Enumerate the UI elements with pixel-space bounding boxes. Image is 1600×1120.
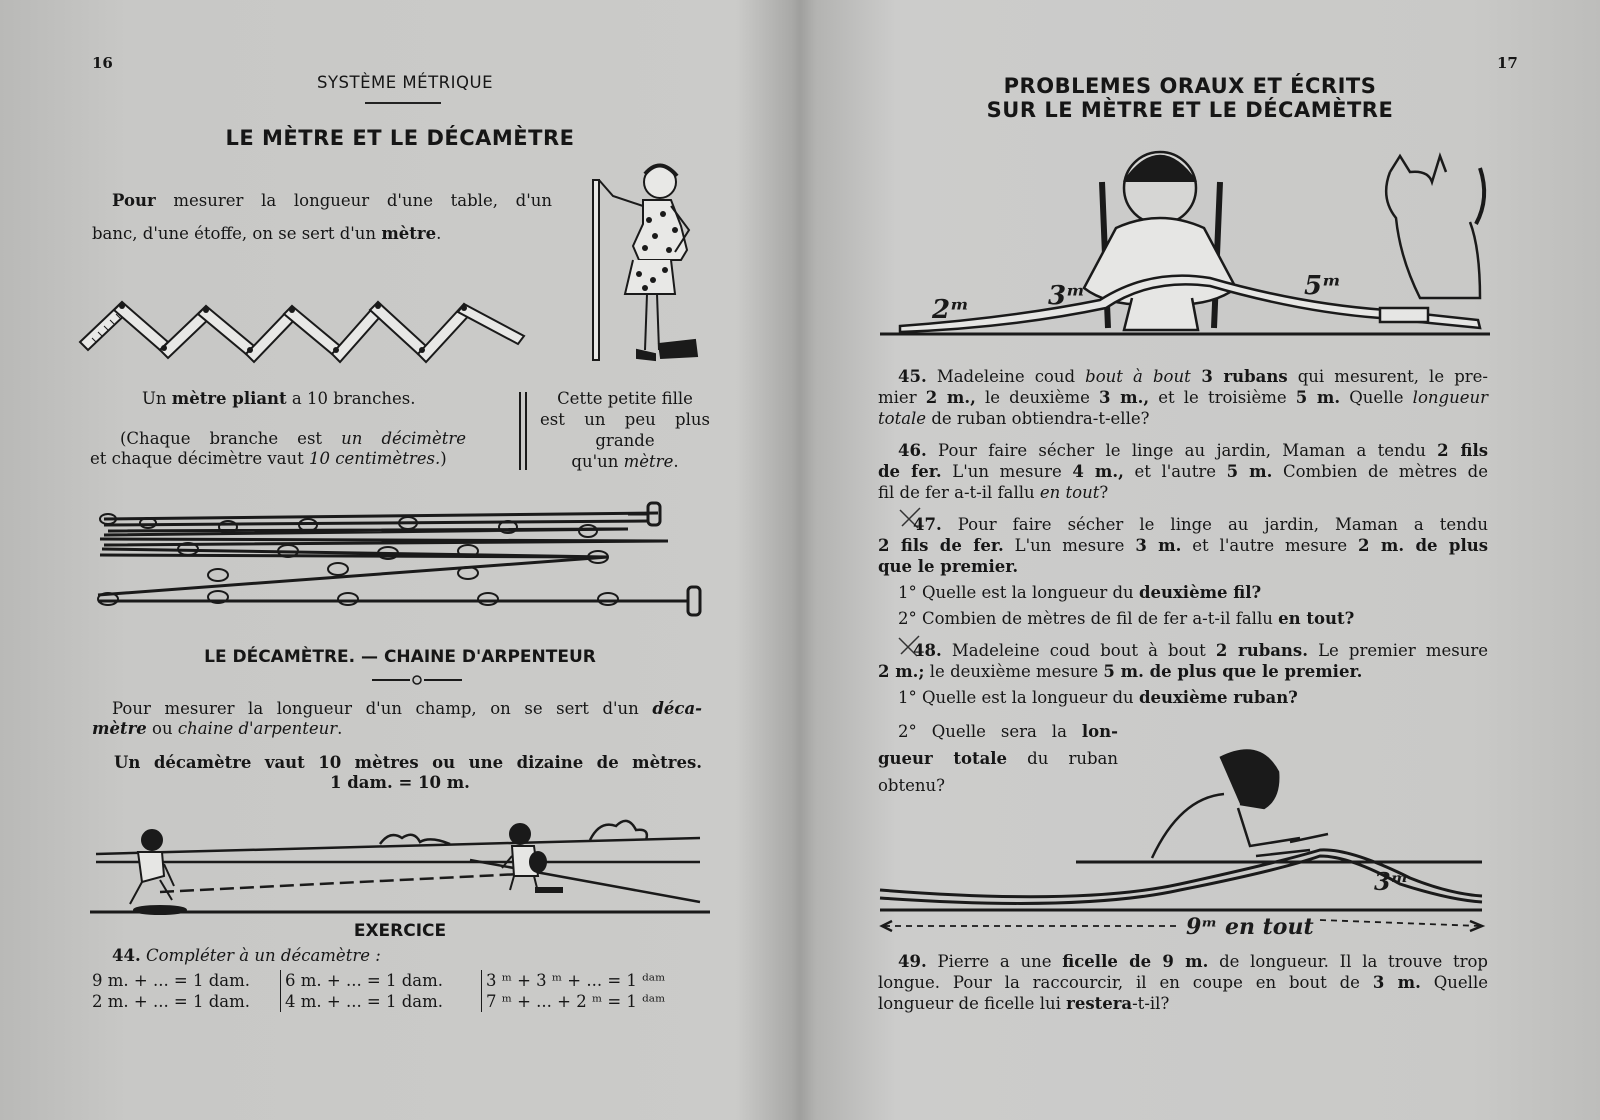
field-measuring-illustration <box>90 800 715 925</box>
sewing-ribbons-illustration <box>880 138 1495 350</box>
ribbon-label-5m: 5ᵐ <box>1304 271 1342 301</box>
decameter-rule: Un décamètre vaut 10 mètres ou une dizaine de mètres. <box>114 753 702 772</box>
problem-49-line-2: longue. Pour la raccourcir, il en coupe en bout de 3 m. Quelle <box>878 973 1488 992</box>
chain-text-line-2: mètre ou chaine d'arpenteur. <box>92 719 343 738</box>
exercise-heading: EXERCICE <box>353 921 447 941</box>
problem-49-line-3: longueur de ficelle lui restera-t-il? <box>878 994 1170 1013</box>
ribbon-label-2m: 2ᵐ <box>932 295 970 325</box>
caption-separator <box>525 392 527 470</box>
intro-line-1: Pour mesurer la longueur d'une table, d'un <box>112 191 552 210</box>
problem-47-line-2: 2 fils de fer. L'un mesure 3 m. et l'autre mesure 2 m. de plus <box>878 536 1489 555</box>
chain-heading: LE DÉCAMÈTRE. — CHAINE D'ARPENTEUR <box>204 647 596 667</box>
problem-45-line-3: totale de ruban obtiendra-t-elle? <box>878 409 1150 428</box>
exercise-table <box>92 970 712 1012</box>
branch-note-line-1: (Chaque branche est un décimètre <box>120 429 466 448</box>
problem-48-line-2: 2 m.; le deuxième mesure 5 m. de plus que le premier. <box>878 662 1363 681</box>
problem-48: 48. Madeleine coud bout à bout 2 rubans. Le premier mesure <box>913 641 1488 660</box>
exercise-row: 9 m. + ... = 1 dam. 6 m. + ... = 1 dam. 3 ᵐ + 3 ᵐ + ... = 1 ᵈᵃᵐ <box>92 971 666 990</box>
page-number: 16 <box>92 54 113 72</box>
problem-48-question-1: 1° Quelle est la longueur du deuxième ruban? <box>898 688 1298 707</box>
chain-text-line-1: Pour mesurer la longueur d'un champ, on se sert d'un déca- <box>112 699 702 718</box>
running-head: SYSTÈME MÉTRIQUE <box>317 73 493 92</box>
problem-47-question-1: 1° Quelle est la longueur du deuxième fil? <box>898 583 1262 602</box>
cutting-string-illustration <box>880 738 1495 950</box>
problem-46: 46. Pour faire sécher le linge au jardin, Maman a tendu 2 fils <box>898 441 1489 460</box>
problem-47: 47. Pour faire sécher le linge au jardin, Maman a tendu <box>913 515 1488 534</box>
folding-rule-caption: Un mètre pliant a 10 branches. <box>142 389 416 408</box>
problem-49: 49. Pierre a une ficelle de 9 m. de longueur. Il la trouve trop <box>898 952 1488 971</box>
branch-note-line-2: et chaque décimètre vaut 10 centimètres.) <box>90 449 447 468</box>
problem-45-line-2: mier 2 m., le deuxième 3 m., et le troisième 5 m. Quelle longueur <box>878 388 1488 407</box>
ribbon-label-3m: 3ᵐ <box>1048 281 1086 311</box>
piece-label-3m: 3ᵐ <box>1374 867 1409 896</box>
caption-separator <box>519 392 521 470</box>
girl-caption: Cette petite fille est un peu plus grande qu'un mètre. <box>540 389 710 471</box>
problem-47-line-3: que le premier. <box>878 557 1019 576</box>
problem-48-question-2: 2° Quelle sera la lon- <box>898 722 1118 741</box>
folding-rule-illustration <box>78 298 538 358</box>
problem-48-question-2-line-3: obtenu? <box>878 776 945 795</box>
total-label-9m: 9ᵐ en tout <box>1186 914 1314 940</box>
problem-47-question-2: 2° Combien de mètres de fil de fer a-t-il fallu en tout? <box>898 609 1355 628</box>
problem-45: 45. Madeleine coud bout à bout 3 rubans qui mesurent, le pre- <box>898 367 1488 386</box>
page-title: LE MÈTRE ET LE DÉCAMÈTRE <box>225 126 575 150</box>
page-title: PROBLEMES ORAUX ET ÉCRITS SUR LE MÈTRE ET LE DÉCAMÈTRE <box>986 74 1394 122</box>
intro-line-2: banc, d'une étoffe, on se sert d'un mètre. <box>92 224 442 243</box>
decameter-equation: 1 dam. = 10 m. <box>330 773 470 792</box>
right-page <box>795 0 1600 1120</box>
surveyor-chain-illustration <box>88 505 718 625</box>
problem-46-line-2: de fer. L'un mesure 4 m., et l'autre 5 m. Combien de mètres de <box>878 462 1489 481</box>
ornament-divider <box>372 674 462 686</box>
problem-46-line-3: fil de fer a-t-il fallu en tout? <box>878 483 1109 502</box>
page-number: 17 <box>1497 54 1518 72</box>
exercise-instruction: 44. Compléter à un décamètre : <box>112 946 381 965</box>
left-page <box>0 0 790 1120</box>
girl-with-meter-illustration <box>585 160 710 365</box>
exercise-row: 2 m. + ... = 1 dam. 4 m. + ... = 1 dam. 7 ᵐ + ... + 2 ᵐ = 1 ᵈᵃᵐ <box>92 992 666 1011</box>
divider <box>365 102 441 104</box>
problem-48-question-2-line-2: gueur totale du ruban <box>878 749 1118 768</box>
